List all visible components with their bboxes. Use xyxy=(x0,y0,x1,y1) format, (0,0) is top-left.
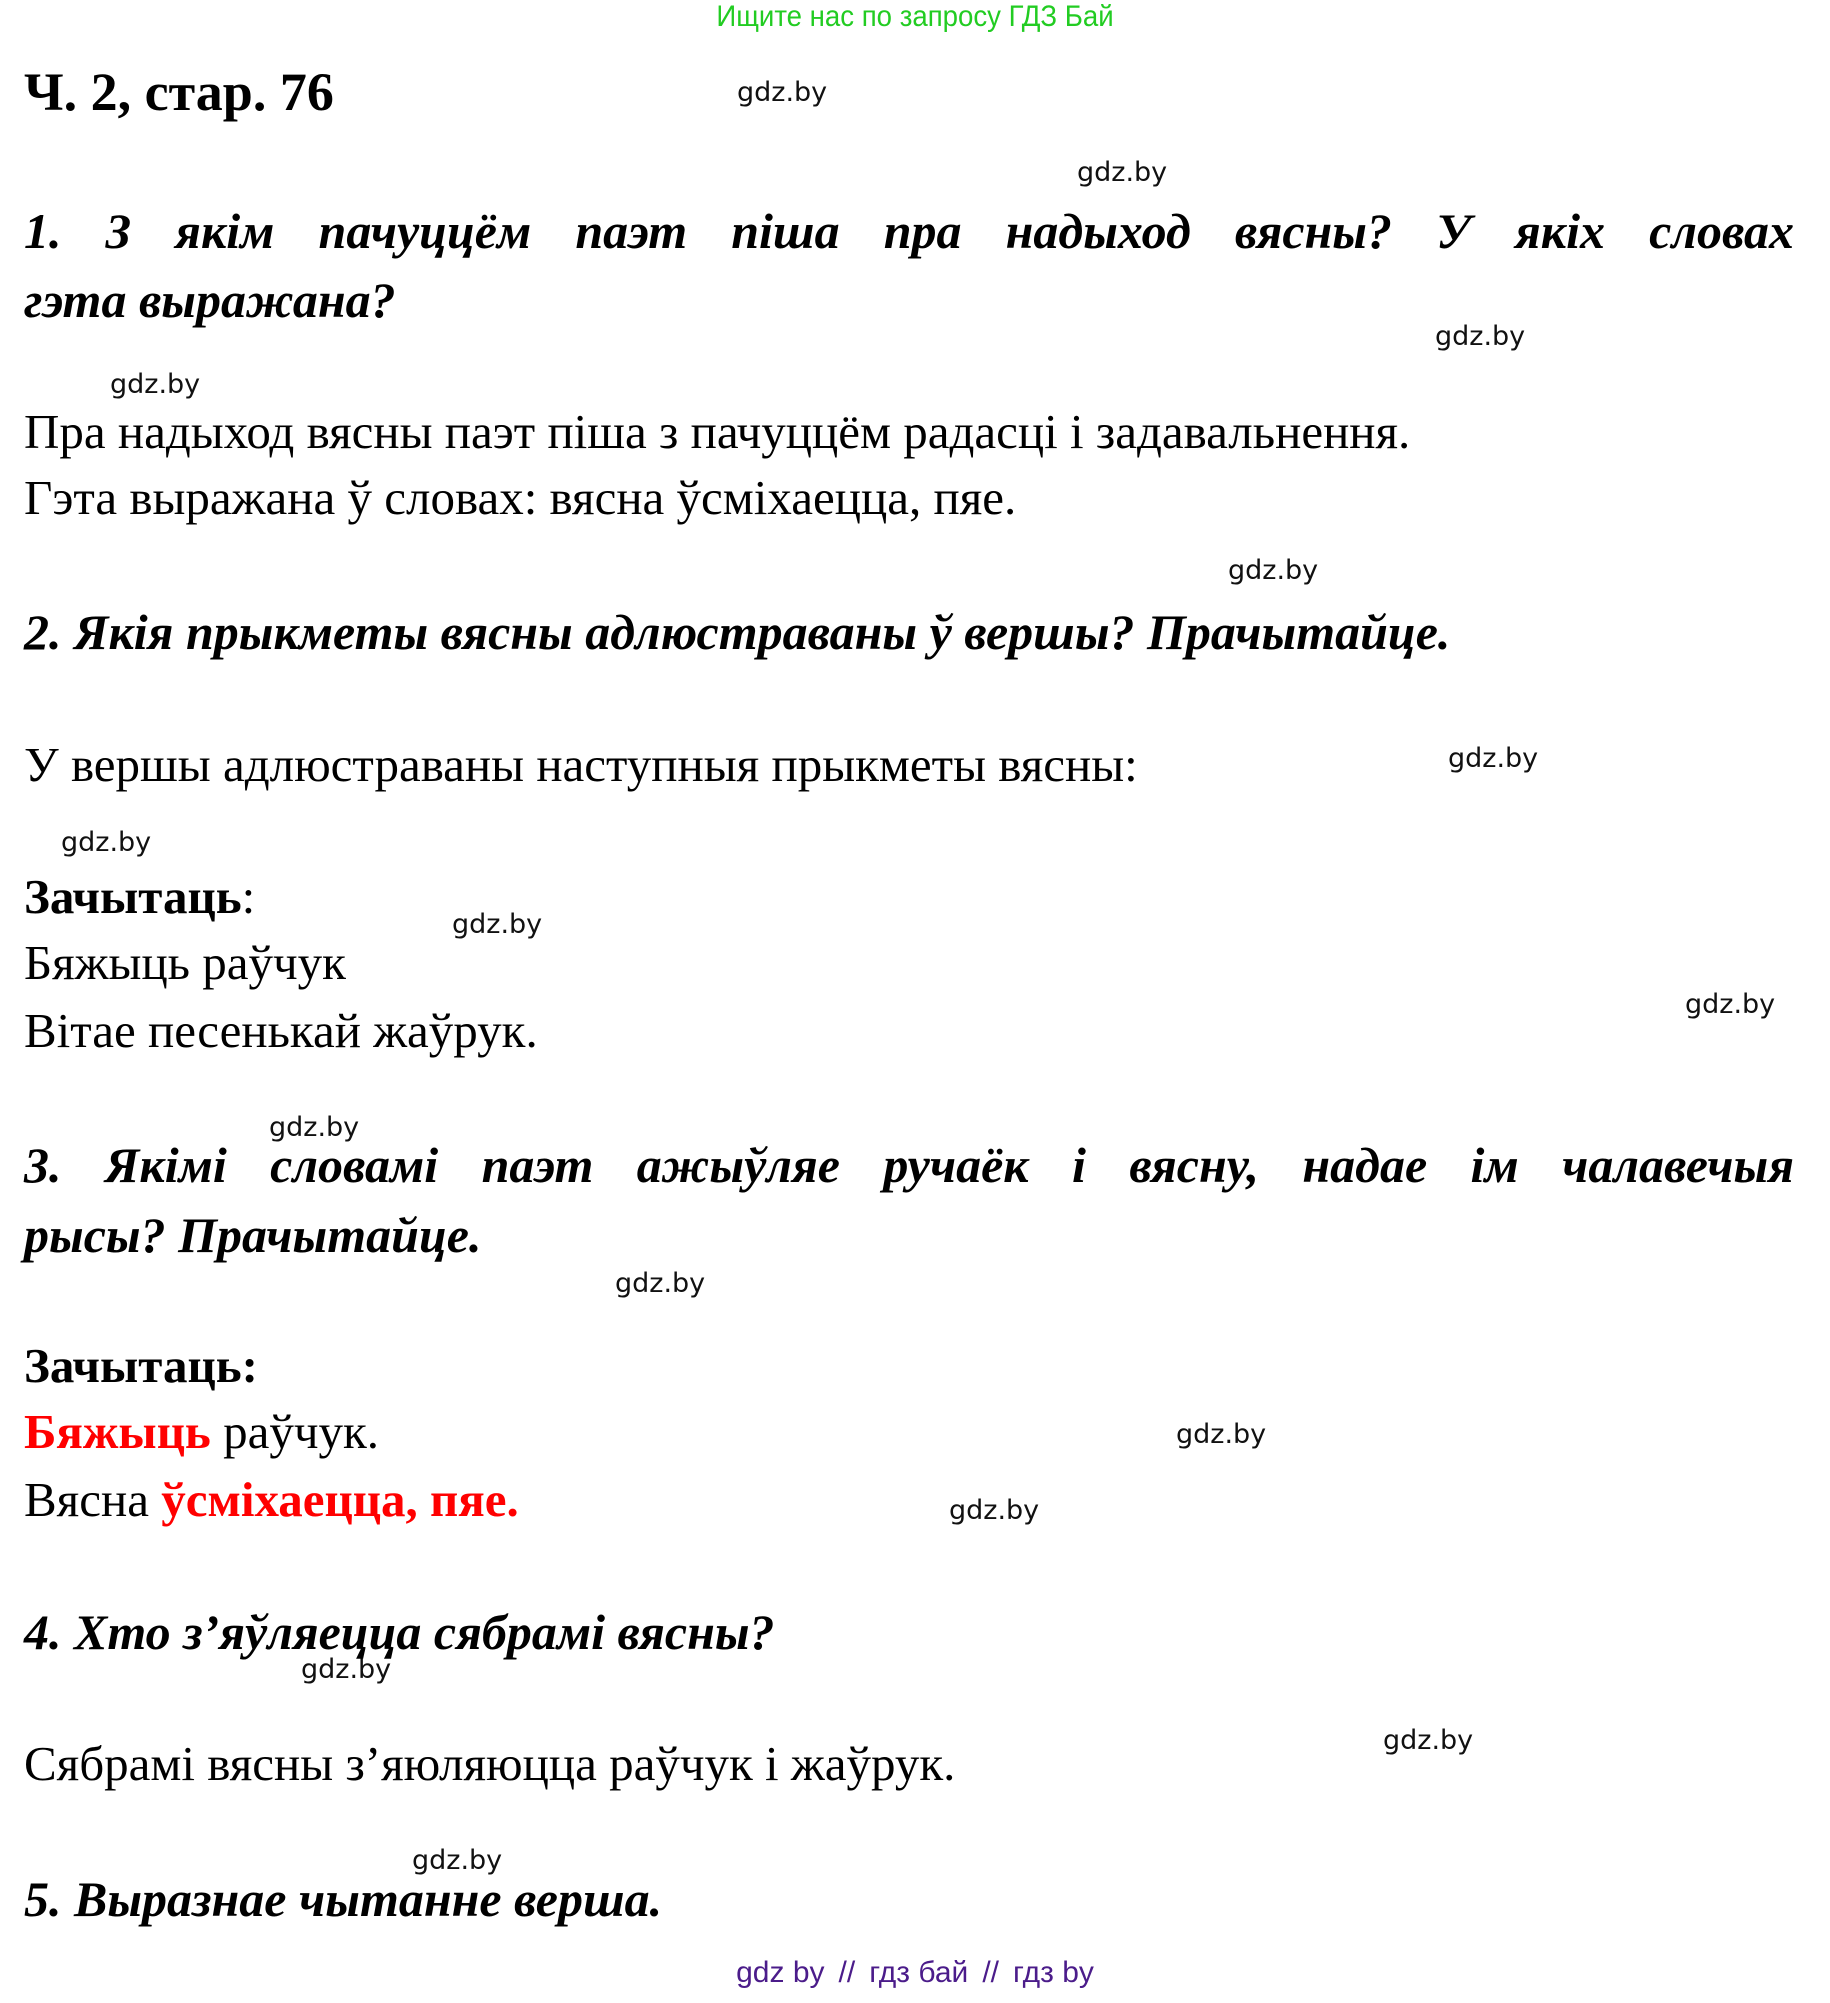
watermark: gdz.by xyxy=(301,1654,392,1685)
watermark: gdz.by xyxy=(1077,157,1168,188)
quote-2-line-2: Вітае песенькай жаўрук. xyxy=(24,1003,538,1058)
watermark: gdz.by xyxy=(110,369,201,400)
answer-1-line-1: Пра надыход вясны паэт піша з пачуццём радасці і задавальнення. xyxy=(24,404,1411,459)
watermark: gdz.by xyxy=(269,1112,360,1143)
highlighted-words: ўсміхаецца, пяе. xyxy=(161,1472,519,1527)
search-banner[interactable]: Ищите нас по запросу ГДЗ Бай xyxy=(716,0,1114,33)
highlighted-word: Бяжыць xyxy=(24,1404,211,1459)
footer-link-gdz-by[interactable]: gdz by xyxy=(736,1956,825,1989)
footer-separator: // xyxy=(838,1956,856,1989)
read-label-2 xyxy=(24,868,255,926)
watermark: gdz.by xyxy=(1685,989,1776,1020)
watermark: gdz.by xyxy=(1228,555,1319,586)
quote-3-line-2 xyxy=(24,1471,519,1529)
read-label-colon: : xyxy=(241,869,256,924)
footer-link-gdz-by-cyr[interactable]: гдз by xyxy=(1013,1956,1094,1989)
answer-2-intro: У вершы адлюстраваны наступныя прыкметы вясны: xyxy=(24,737,1138,792)
footer-separator: // xyxy=(982,1956,999,1989)
watermark: gdz.by xyxy=(412,1845,503,1876)
watermark: gdz.by xyxy=(452,909,543,940)
watermark: gdz.by xyxy=(737,77,828,108)
watermark: gdz.by xyxy=(1448,743,1539,774)
read-label-text: Зачытаць xyxy=(24,869,242,924)
answer-4: Сябрамі вясны з’яюляюцца раўчук і жаўрук. xyxy=(24,1736,956,1791)
quote-text: Вясна xyxy=(24,1472,162,1527)
question-2: 2. Якія прыкметы вясны адлюстраваны ў вершы? Прачытайце. xyxy=(24,604,1451,660)
quote-3-line-1 xyxy=(24,1403,379,1461)
question-4: 4. Хто з’яўляецца сябрамі вясны? xyxy=(24,1604,775,1660)
watermark: gdz.by xyxy=(1435,321,1526,352)
footer-links xyxy=(0,1956,1830,1990)
question-1-line-1: 1. З якім пачуццём паэт піша пра надыход вясны? У якіх словах xyxy=(24,203,1794,259)
footer-link-gdz-bai[interactable]: гдз бай xyxy=(869,1956,969,1989)
read-label-3: Зачытаць: xyxy=(24,1338,258,1393)
question-1-line-2: гэта выражана? xyxy=(24,272,396,328)
watermark: gdz.by xyxy=(1383,1725,1474,1756)
quote-2-line-1: Бяжыць раўчук xyxy=(24,935,346,990)
question-3-line-2: рысы? Прачытайце. xyxy=(24,1207,482,1263)
watermark: gdz.by xyxy=(949,1495,1040,1526)
question-3-line-1: 3. Якімі словамі паэт ажыўляе ручаёк і вясну, надае ім чалавечыя xyxy=(24,1137,1794,1193)
watermark: gdz.by xyxy=(615,1268,706,1299)
page-title: Ч. 2, стар. 76 xyxy=(24,62,334,122)
answer-1-line-2: Гэта выражана ў словах: вясна ўсміхаецца, пяе. xyxy=(24,470,1017,525)
watermark: gdz.by xyxy=(1176,1419,1267,1450)
watermark: gdz.by xyxy=(61,827,152,858)
question-5: 5. Выразнае чытанне верша. xyxy=(24,1871,663,1927)
quote-text: раўчук. xyxy=(210,1404,380,1459)
